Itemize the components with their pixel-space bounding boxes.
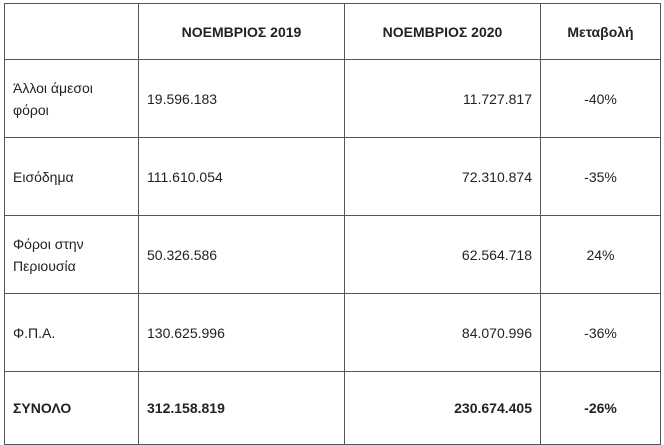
row-label [5,138,139,216]
change-value: -36% [541,294,661,372]
value-2020: 72.310.874 [345,138,541,216]
total-value-2019: 312.158.819 [139,372,345,445]
row-label-line1: Φόροι στην [13,235,84,252]
row-label-line1: Φ.Π.Α. [13,324,56,341]
row-label-line1: Εισόδημα [13,168,74,185]
value-2019: 111.610.054 [139,138,345,216]
change-value: 24% [541,216,661,294]
table-row [5,294,661,372]
change-value: -40% [541,60,661,138]
revenue-table [4,3,661,445]
table-row [5,60,661,138]
value-2020: 62.564.718 [345,216,541,294]
header-cell-empty [5,4,139,60]
total-value-2020: 230.674.405 [345,372,541,445]
row-label [5,294,139,372]
total-label: ΣΥΝΟΛΟ [5,372,139,445]
row-label-line2: φόροι [13,101,49,118]
header-cell-nov-2019: ΝΟΕΜΒΡΙΟΣ 2019 [139,4,345,60]
table-row [5,216,661,294]
header-cell-change: Μεταβολή [541,4,661,60]
value-2019: 50.326.586 [139,216,345,294]
total-row [5,372,661,445]
value-2020: 84.070.996 [345,294,541,372]
header-cell-nov-2020: ΝΟΕΜΒΡΙΟΣ 2020 [345,4,541,60]
row-label [5,216,139,294]
row-label-line1: Άλλοι άμεσοι [13,79,93,96]
row-label [5,60,139,138]
value-2019: 19.596.183 [139,60,345,138]
change-value: -35% [541,138,661,216]
total-change: -26% [541,372,661,445]
value-2020: 11.727.817 [345,60,541,138]
value-2019: 130.625.996 [139,294,345,372]
table-header-row [5,4,661,60]
table-row [5,138,661,216]
row-label-line2: Περιουσία [13,257,76,274]
